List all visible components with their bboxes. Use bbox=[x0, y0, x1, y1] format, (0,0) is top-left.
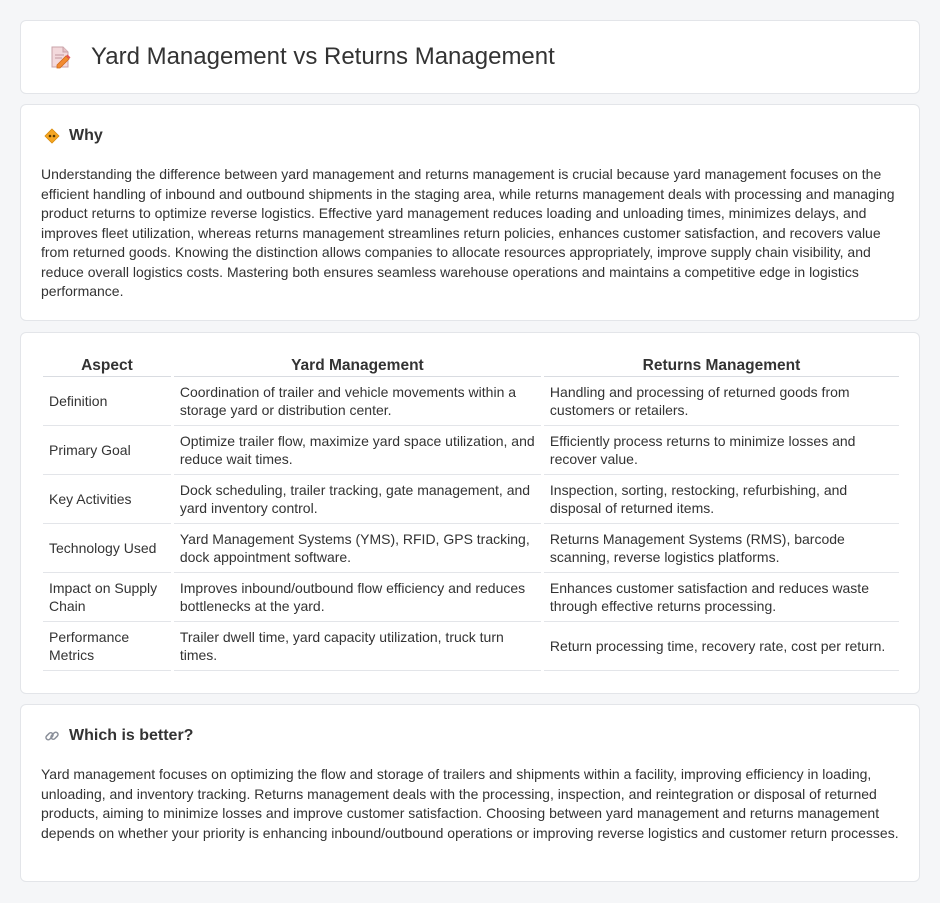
page-title: Yard Management vs Returns Management bbox=[91, 43, 555, 70]
returns-cell: Enhances customer satisfaction and reduces waste through effective returns processing. bbox=[544, 573, 899, 622]
yard-cell: Dock scheduling, trailer tracking, gate management, and yard inventory control. bbox=[174, 475, 541, 524]
document-pencil-icon bbox=[45, 42, 75, 72]
table-row bbox=[43, 377, 899, 426]
yard-cell: Yard Management Systems (YMS), RFID, GPS tracking, dock appointment software. bbox=[174, 524, 541, 573]
yard-cell: Coordination of trailer and vehicle movements within a storage yard or distribution center. bbox=[174, 377, 541, 426]
yard-cell: Improves inbound/outbound flow efficiency and reduces bottlenecks at the yard. bbox=[174, 573, 541, 622]
why-card bbox=[20, 104, 920, 321]
why-text: Understanding the difference between yard management and returns management is crucial because yard management focuses on the efficient handling of inbound and outbound shipments in the staging area, while returns management deals with processing and managing product returns to optimize reverse logistics. Effective yard management reduces loading and unloading times, minimizes delays, and improves fleet utilization, whereas returns management streamlines return policies, enhances customer satisfaction, and recovers value from returned goods. Knowing the distinction allows companies to allocate resources appropriately, improve supply chain visibility, and reduce overall logistics costs. Mastering both ensures seamless warehouse operations and maintains a competitive edge in logistics performance. bbox=[41, 166, 895, 299]
better-text: Yard management focuses on optimizing the flow and storage of trailers and shipments within a facility, improving efficiency in loading, unloading, and inventory tracking. Returns management deals with the processing, inspection, and reintegration or disposal of returned products, aiming to minimize losses and improve customer satisfaction. Choosing between yard management and returns management depends on whether your priority is enhancing inbound/outbound operations or improving reverse logistics and customer return processes. bbox=[41, 766, 899, 841]
diamond-sign-icon bbox=[43, 127, 61, 145]
comparison-table bbox=[40, 353, 902, 671]
comparison-card bbox=[20, 332, 920, 694]
aspect-cell: Primary Goal bbox=[43, 426, 171, 475]
table-row bbox=[43, 524, 899, 573]
header-aspect: Aspect bbox=[43, 353, 171, 377]
header-yard-management: Yard Management bbox=[174, 353, 541, 377]
aspect-cell: Technology Used bbox=[43, 524, 171, 573]
title-row bbox=[21, 21, 919, 93]
yard-cell: Optimize trailer flow, maximize yard space utilization, and reduce wait times. bbox=[174, 426, 541, 475]
returns-cell: Handling and processing of returned goods from customers or retailers. bbox=[544, 377, 899, 426]
link-icon bbox=[43, 727, 61, 745]
aspect-cell: Impact on Supply Chain bbox=[43, 573, 171, 622]
which-is-better-card bbox=[20, 704, 920, 882]
table-row bbox=[43, 573, 899, 622]
better-heading bbox=[21, 705, 919, 745]
yard-cell: Trailer dwell time, yard capacity utilization, truck turn times. bbox=[174, 622, 541, 671]
table-row bbox=[43, 622, 899, 671]
returns-cell: Returns Management Systems (RMS), barcode scanning, reverse logistics platforms. bbox=[544, 524, 899, 573]
aspect-cell: Performance Metrics bbox=[43, 622, 171, 671]
table-header-row bbox=[43, 353, 899, 377]
header-card bbox=[20, 20, 920, 94]
better-title: Which is better? bbox=[69, 727, 194, 744]
why-title: Why bbox=[69, 127, 103, 144]
returns-cell: Return processing time, recovery rate, cost per return. bbox=[544, 622, 899, 671]
header-returns-management: Returns Management bbox=[544, 353, 899, 377]
table-row bbox=[43, 426, 899, 475]
aspect-cell: Key Activities bbox=[43, 475, 171, 524]
returns-cell: Efficiently process returns to minimize losses and recover value. bbox=[544, 426, 899, 475]
why-heading bbox=[21, 105, 919, 145]
aspect-cell: Definition bbox=[43, 377, 171, 426]
table-row bbox=[43, 475, 899, 524]
returns-cell: Inspection, sorting, restocking, refurbishing, and disposal of returned items. bbox=[544, 475, 899, 524]
